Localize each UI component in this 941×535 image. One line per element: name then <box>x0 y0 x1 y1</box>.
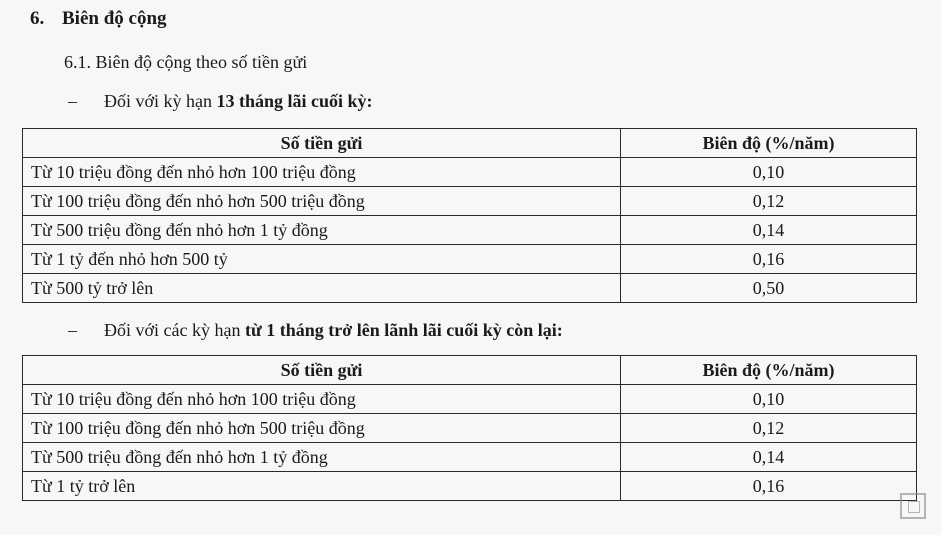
margin-cell: 0,10 <box>621 158 917 187</box>
table-row <box>23 274 917 303</box>
subsection-heading: 6.1. Biên độ cộng theo số tiền gửi <box>64 52 308 72</box>
margin-cell: 0,12 <box>621 414 917 443</box>
header-margin: Biên độ (%/năm) <box>621 356 917 385</box>
amount-cell: Từ 100 triệu đồng đến nhỏ hơn 500 triệu đồng <box>23 187 621 216</box>
table-row <box>23 187 917 216</box>
table-row <box>23 385 917 414</box>
margin-cell: 0,16 <box>621 472 917 501</box>
bullet-other-terms <box>68 320 563 341</box>
bullet-bold: 13 tháng lãi cuối kỳ: <box>216 91 373 111</box>
margin-cell: 0,14 <box>621 216 917 245</box>
rate-table-13-month <box>22 128 917 303</box>
margin-cell: 0,50 <box>621 274 917 303</box>
amount-cell: Từ 10 triệu đồng đến nhỏ hơn 100 triệu đồng <box>23 385 621 414</box>
section-heading <box>30 8 167 30</box>
amount-cell: Từ 10 triệu đồng đến nhỏ hơn 100 triệu đồng <box>23 158 621 187</box>
amount-cell: Từ 500 tỷ trở lên <box>23 274 621 303</box>
header-amount: Số tiền gửi <box>23 129 621 158</box>
section-title: Biên độ cộng <box>62 8 167 29</box>
amount-cell: Từ 1 tỷ trở lên <box>23 472 621 501</box>
margin-cell: 0,12 <box>621 187 917 216</box>
table-row <box>23 472 917 501</box>
margin-cell: 0,16 <box>621 245 917 274</box>
bullet-13-month <box>68 91 373 112</box>
table-row <box>23 216 917 245</box>
margin-cell: 0,14 <box>621 443 917 472</box>
amount-cell: Từ 500 triệu đồng đến nhỏ hơn 1 tỷ đồng <box>23 216 621 245</box>
section-number: 6. <box>30 8 45 29</box>
table-header-row <box>23 356 917 385</box>
scan-watermark-icon <box>900 493 926 519</box>
bullet-bold: từ 1 tháng trở lên lãnh lãi cuối kỳ còn lại: <box>244 320 563 340</box>
table-row <box>23 245 917 274</box>
header-margin: Biên độ (%/năm) <box>621 129 917 158</box>
margin-cell: 0,10 <box>621 385 917 414</box>
bullet-prefix: Đối với kỳ hạn <box>104 91 217 111</box>
table-header-row <box>23 129 917 158</box>
table-row <box>23 158 917 187</box>
table-row <box>23 443 917 472</box>
amount-cell: Từ 500 triệu đồng đến nhỏ hơn 1 tỷ đồng <box>23 443 621 472</box>
header-amount: Số tiền gửi <box>23 356 621 385</box>
table-row <box>23 414 917 443</box>
bullet-dash: – <box>68 320 77 340</box>
rate-table-other-terms <box>22 355 917 501</box>
amount-cell: Từ 100 triệu đồng đến nhỏ hơn 500 triệu đồng <box>23 414 621 443</box>
bullet-dash: – <box>68 91 77 111</box>
bullet-prefix: Đối với các kỳ hạn <box>104 320 245 340</box>
amount-cell: Từ 1 tỷ đến nhỏ hơn 500 tỷ <box>23 245 621 274</box>
